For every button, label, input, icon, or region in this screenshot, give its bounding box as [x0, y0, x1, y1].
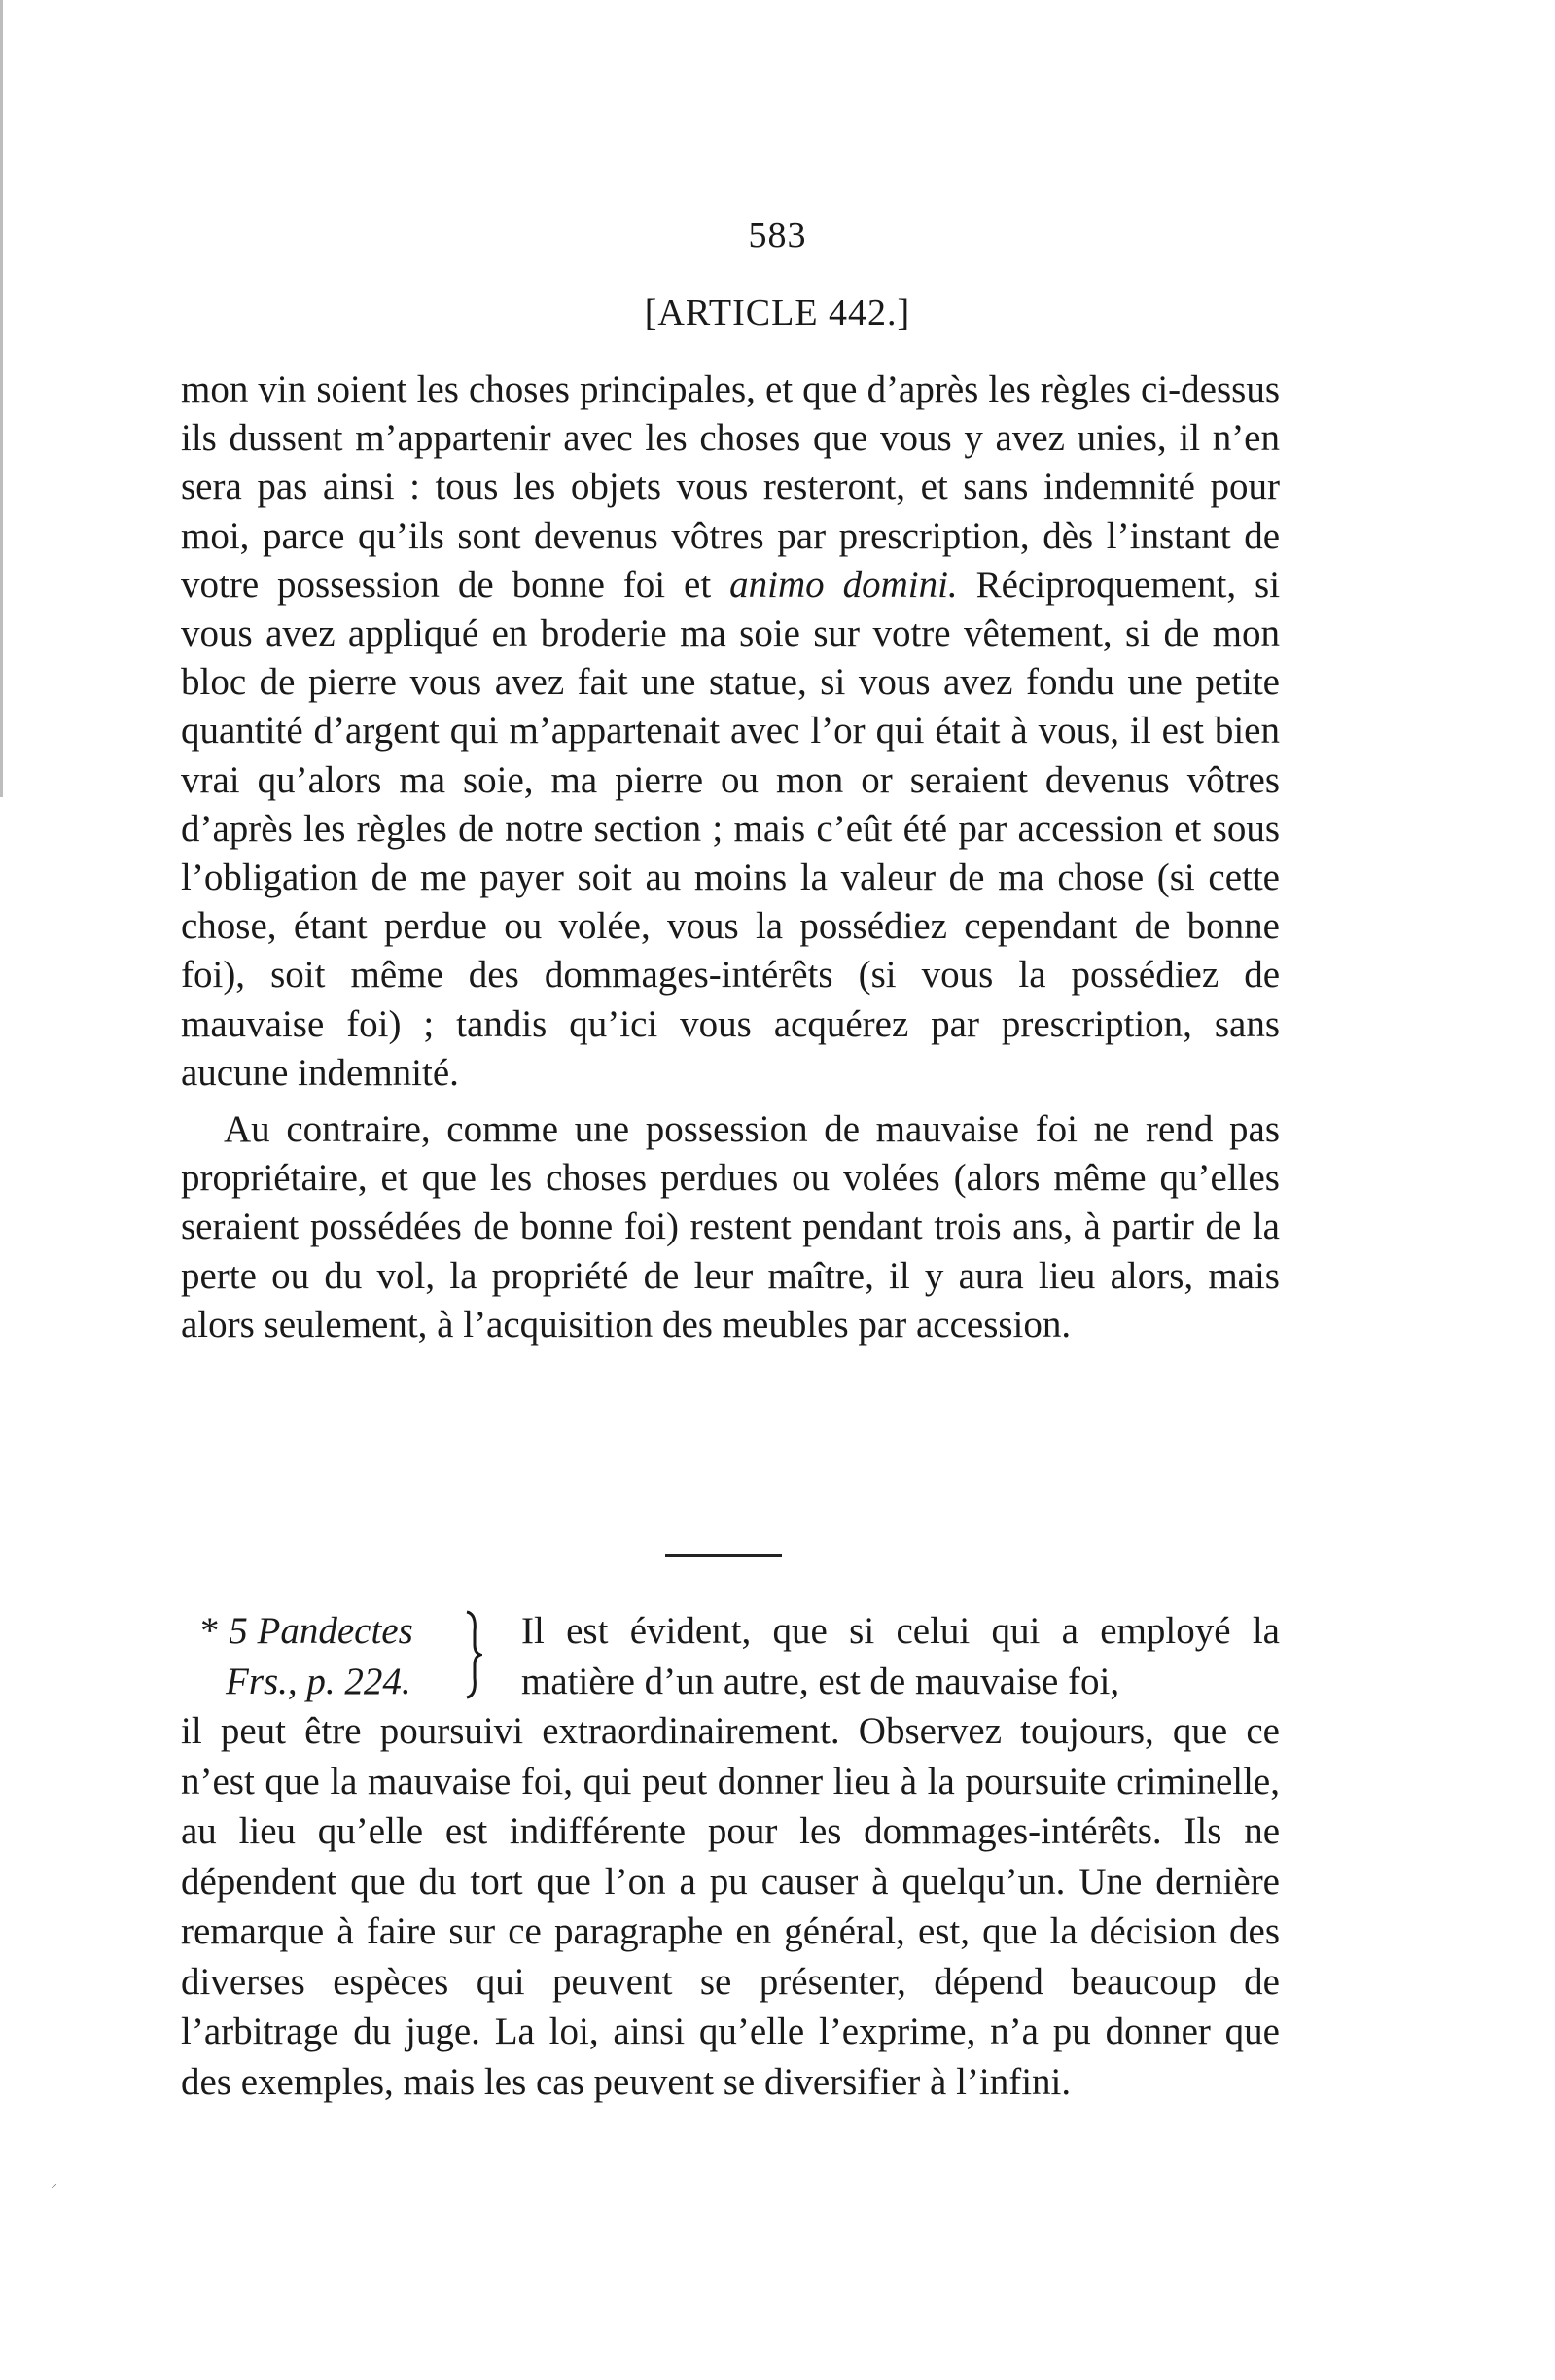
footnote-reference-line-1	[200, 1606, 482, 1657]
paragraph-1-continuation: Réciproquement, si vous avez appliqué en broderie ma soie sur votre vêtement, si de mon bloc de pierre vous avez fait une statue, si vous avez fondu une petite quantité d’argent qui m’appartenait avec l’or qui était à vous, il est bien vrai qu’alors ma soie, ma pierre ou mon or seraient devenus vôtres d’après les règles de notre section ; mais c’eût été par accession et sous l’obligation de me payer soit au moins la valeur de ma chose (si cette chose, étant perdue ou volée, vous la possédiez cependant de bonne foi), soit même des dommages-intérêts (si vous la possédiez de mauvaise foi) ; tandis qu’ici vous acquérez par prescription, sans aucune indemnité.	[181, 563, 1281, 1094]
section-separator	[665, 1554, 782, 1557]
footnote-source: 5 Pandectes	[229, 1610, 413, 1652]
article-heading: [ARTICLE 442.]	[644, 293, 911, 333]
main-text	[181, 366, 1280, 1349]
footnote-reference	[200, 1606, 482, 1706]
footnote-block	[181, 1606, 1280, 2107]
paragraph-2: Au contraire, comme une possession de mauvaise foi ne rend pas propriétaire, et que les choses perdues ou volées (alors même qu’elles seraient possédées de bonne foi) restent pendant trois ans, à partir de la perte ou du vol, la propriété de leur maître, il y aura lieu alors, mais alors seulement, à l’acquisition des meubles par accession.	[181, 1108, 1280, 1346]
footnote-text: il peut être poursuivi extraordinairement. Observez toujours, que ce n’est que la mauvaise foi, qui peut donner lieu à la poursuite criminelle, au lieu qu’elle est indifférente pour les dommages-intérêts. Ils ne dépendent que du tort que l’on a pu causer à quelqu’un. Une dernière remarque à faire sur ce paragraphe en général, est, que la décision des diverses espèces qui peuvent se présenter, dépend beaucoup de l’arbitrage du juge. La loi, ainsi qu’elle l’exprime, n’a pu donner que des exemples, mais les cas peuvent se diversifier à l’infini.	[181, 1710, 1280, 2103]
paragraph-1	[181, 366, 1280, 1098]
footnote-first-lines: Il est évident, que si celui qui a employé la matière d’un autre, est de mauvaise foi,	[521, 1610, 1280, 1702]
footnote-reference-line-2: Frs., p. 224.	[226, 1660, 411, 1702]
page-number: 583	[748, 215, 807, 256]
brace-icon	[463, 1608, 482, 1701]
scan-edge-line	[0, 0, 3, 797]
scan-speck: ⸝	[51, 2177, 57, 2191]
paragraph-1-italic: animo domini.	[729, 563, 958, 606]
footnote-star: *	[200, 1610, 220, 1652]
paragraph-1-start: mon vin soient les choses principales, et que d’après les règles ci-dessus ils dussent m’appartenir avec les choses que vous y avez unies, il n’en sera pas ainsi : tous les objets vous resteront, et sans indemnité pour moi, parce qu’ils sont devenus vôtres par prescription, dès l’instant de votre possession de bonne foi et	[181, 368, 1280, 606]
footnote-header	[181, 1606, 1280, 1706]
